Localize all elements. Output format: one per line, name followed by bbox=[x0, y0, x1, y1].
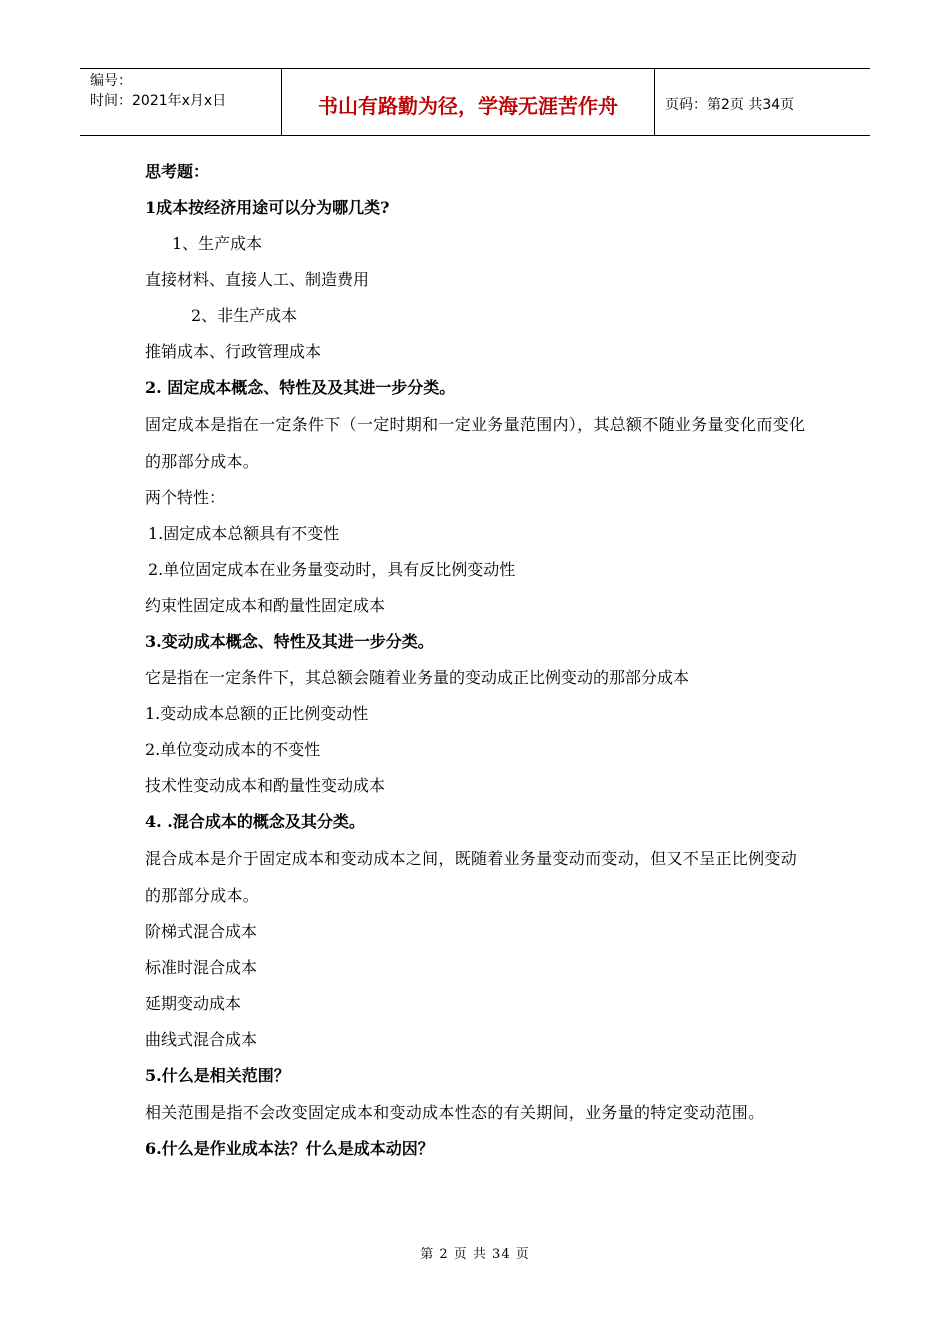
question-3: 3.变动成本概念、特性及其进一步分类。 bbox=[145, 632, 434, 651]
q4-type-4: 曲线式混合成本 bbox=[145, 1030, 258, 1049]
q3-trait-1: 1.变动成本总额的正比例变动性 bbox=[145, 704, 369, 723]
header-meta-cell bbox=[80, 69, 282, 135]
section-heading: 思考题： bbox=[145, 162, 210, 181]
page-footer: 第 2 页 共 34 页 bbox=[420, 1247, 530, 1262]
q2-classes: 约束性固定成本和酌量性固定成本 bbox=[145, 596, 386, 615]
document-body bbox=[145, 154, 815, 1167]
q1-item-1-detail: 直接材料、直接人工、制造费用 bbox=[145, 270, 370, 289]
q5-definition: 相关范围是指不会改变固定成本和变动成本性态的有关期间，业务量的特定变动范围。 bbox=[145, 1103, 765, 1122]
q4-type-2: 标准时混合成本 bbox=[145, 958, 258, 977]
question-6: 6.什么是作业成本法？什么是成本动因？ bbox=[145, 1139, 434, 1158]
header-time-label: 时间：2021年x月x日 bbox=[90, 93, 227, 109]
question-2: 2. 固定成本概念、特性及及其进一步分类。 bbox=[145, 378, 456, 397]
q2-definition: 固定成本是指在一定条件下（一定时期和一定业务量范围内），其总额不随业务量变化而变化的那部分成本。 bbox=[145, 415, 806, 471]
q3-classes: 技术性变动成本和酌量性变动成本 bbox=[145, 776, 386, 795]
q2-trait-1: 1.固定成本总额具有不变性 bbox=[148, 524, 340, 543]
q1-item-1: 1、生产成本 bbox=[172, 234, 263, 253]
header-page-info: 页码：第2页 共34页 bbox=[665, 97, 795, 113]
q4-type-1: 阶梯式混合成本 bbox=[145, 922, 258, 941]
header-number-label: 编号： bbox=[90, 73, 132, 89]
q1-item-2: 2、非生产成本 bbox=[191, 306, 298, 325]
q4-definition: 混合成本是介于固定成本和变动成本之间，既随着业务量变动而变动，但又不呈正比例变动的那部分成本。 bbox=[145, 849, 798, 905]
q2-traits-label: 两个特性： bbox=[145, 488, 226, 507]
question-4: 4. .混合成本的概念及其分类。 bbox=[145, 812, 365, 831]
q3-definition: 它是指在一定条件下，其总额会随着业务量的变动成正比例变动的那部分成本 bbox=[145, 668, 690, 687]
q1-item-2-detail: 推销成本、行政管理成本 bbox=[145, 342, 322, 361]
question-5: 5.什么是相关范围？ bbox=[145, 1066, 290, 1085]
q4-type-3: 延期变动成本 bbox=[145, 994, 242, 1013]
document-header bbox=[80, 68, 870, 136]
q2-trait-2: 2.单位固定成本在业务量变动时，具有反比例变动性 bbox=[148, 560, 516, 579]
question-1: 1成本按经济用途可以分为哪几类? bbox=[145, 198, 390, 217]
q3-trait-2: 2.单位变动成本的不变性 bbox=[145, 740, 321, 759]
header-motto: 书山有路勤为径，学海无涯苦作舟 bbox=[282, 69, 655, 135]
